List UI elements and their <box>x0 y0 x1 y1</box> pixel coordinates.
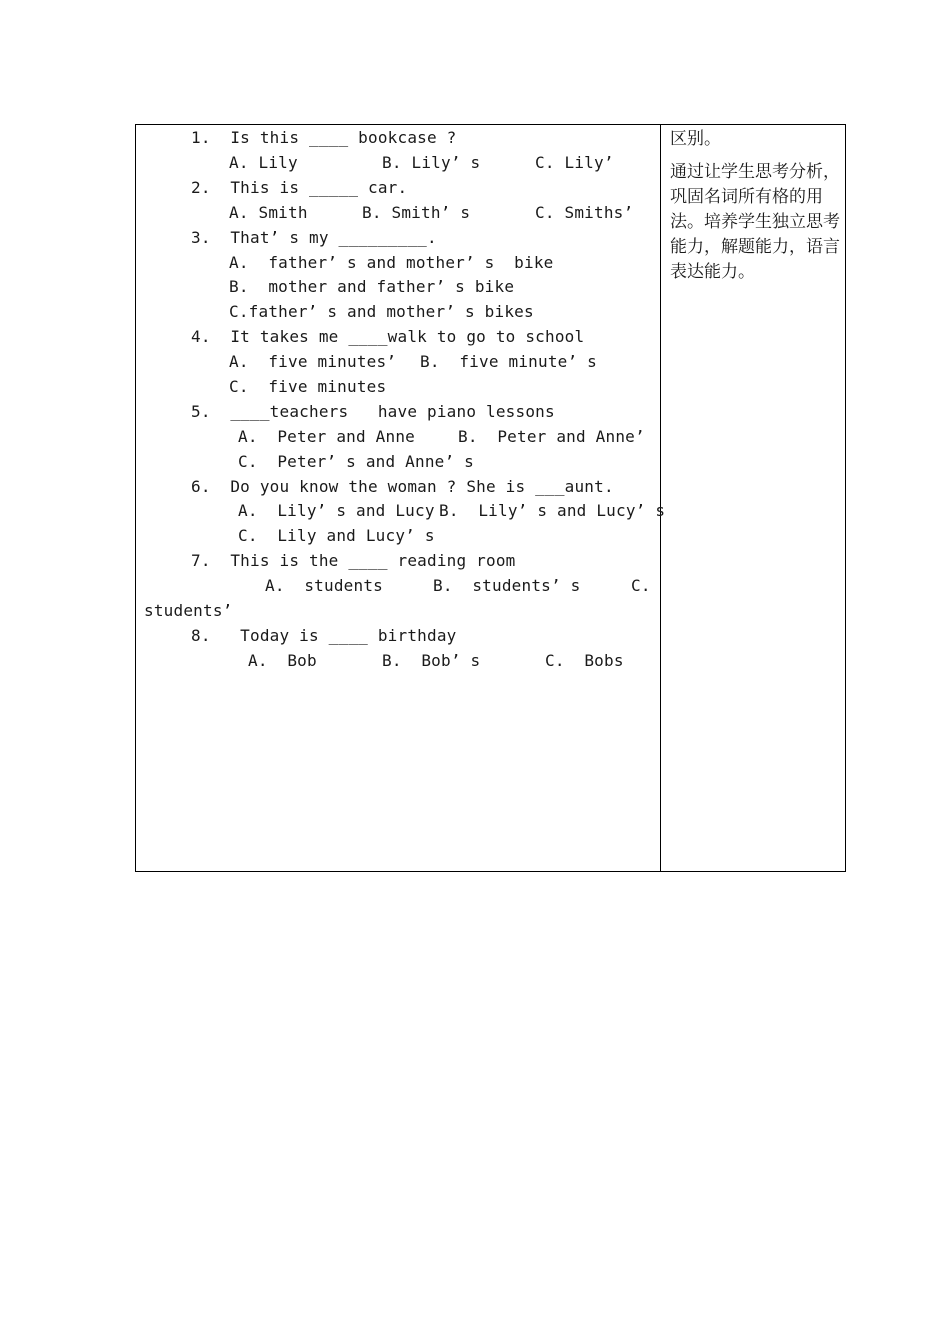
question-7: 7. This is the ____ reading room <box>191 551 516 570</box>
question-1: 1. Is this ____ bookcase ? <box>191 128 457 147</box>
q7-option-b: B. students’ s <box>433 576 581 595</box>
q2-option-a: A. Smith <box>229 203 308 222</box>
q6-option-b: B. Lily’ s and Lucy’ s <box>439 501 666 520</box>
q4-option-a: A. five minutes’ <box>229 352 397 371</box>
q4-option-b: B. five minute’ s <box>420 352 597 371</box>
q6-option-a: A. Lily’ s and Lucy <box>238 501 435 520</box>
q3-option-a: A. father’ s and mother’ s bike <box>229 253 554 272</box>
note-body: 通过让学生思考分析，巩固名词所有格的用法。培养学生独立思考能力，解题能力，语言表达能力。 <box>670 162 840 282</box>
question-4: 4. It takes me ____walk to go to school <box>191 327 585 346</box>
question-6: 6. Do you know the woman ? She is ___aunt. <box>191 477 614 496</box>
q8-option-c: C. Bobs <box>545 651 624 670</box>
q5-option-c: C. Peter’ s and Anne’ s <box>238 452 474 471</box>
q5-option-b: B. Peter and Anne’ <box>458 427 645 446</box>
column-divider <box>660 124 661 872</box>
q1-option-a: A. Lily <box>229 153 298 172</box>
q3-option-c: C.father’ s and mother’ s bikes <box>229 302 534 321</box>
q5-option-a: A. Peter and Anne <box>238 427 415 446</box>
q1-option-b: B. Lily’ s <box>382 153 481 172</box>
question-8: 8. Today is ____ birthday <box>191 626 457 645</box>
q6-option-c: C. Lily and Lucy’ s <box>238 526 435 545</box>
q4-option-c: C. five minutes <box>229 377 387 396</box>
q7-option-a: A. students <box>265 576 383 595</box>
q1-option-c: C. Lily’ <box>535 153 614 172</box>
q2-option-b: B. Smith’ s <box>362 203 471 222</box>
q3-option-b: B. mother and father’ s bike <box>229 277 515 296</box>
note-heading: 区别。 <box>670 129 721 149</box>
question-5: 5. ____teachers have piano lessons <box>191 402 555 421</box>
q8-option-a: A. Bob <box>248 651 317 670</box>
question-3: 3. That’ s my _________. <box>191 228 437 247</box>
q2-option-c: C. Smiths’ <box>535 203 634 222</box>
q7-option-c-text: students’ <box>144 601 233 620</box>
question-2: 2. This is _____ car. <box>191 178 408 197</box>
q7-option-c: C. <box>631 576 651 595</box>
q8-option-b: B. Bob’ s <box>382 651 481 670</box>
